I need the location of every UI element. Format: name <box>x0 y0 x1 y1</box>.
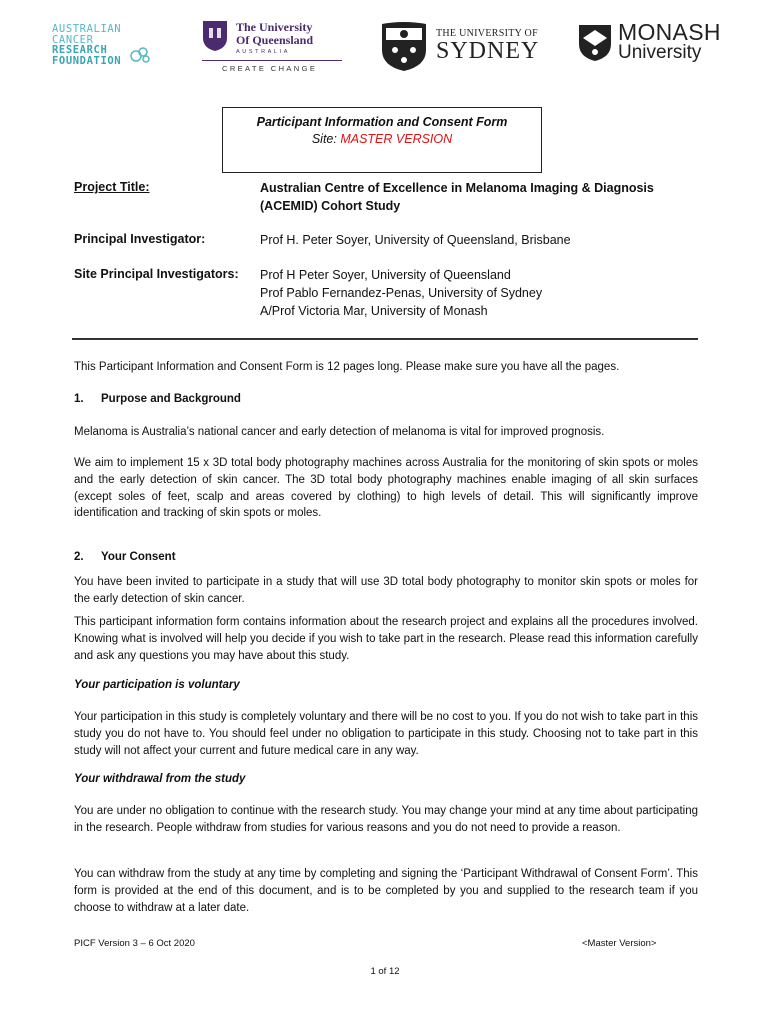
section-number: 2. <box>74 551 84 563</box>
uq-country: AUSTRALIA <box>236 49 290 55</box>
monash-university: University <box>618 42 702 63</box>
monash-crest-icon <box>578 24 612 62</box>
pi-label: Principal Investigator: <box>74 232 206 246</box>
sydney-crest-icon <box>380 20 428 72</box>
acrf-line: CANCER <box>52 33 94 46</box>
project-title-value <box>260 179 700 215</box>
uq-name <box>236 21 313 47</box>
project-title-line: (ACEMID) Cohort Study <box>260 199 401 213</box>
section-title: Purpose and Background <box>101 393 241 405</box>
section2-paragraph: Your participation in this study is completely voluntary and there will be no cost to you. If you do not wish to take part in this study you do not have to. You should feel under no obligation to participate in this study. Choosing not to take part in this study will not affect your current and future medical care in any way. <box>74 711 698 757</box>
acrf-line: RESEARCH <box>52 44 108 56</box>
acrf-emblem-icon <box>128 44 152 64</box>
subheading-voluntary: Your participation is voluntary <box>74 679 240 691</box>
section-title: Your Consent <box>101 551 176 563</box>
section1-paragraph: Melanoma is Australia’s national cancer and early detection of melanoma is vital for improved prognosis. <box>74 426 605 438</box>
project-title-label: Project Title: <box>74 180 150 194</box>
section-divider <box>72 338 698 340</box>
subheading-withdrawal: Your withdrawal from the study <box>74 773 246 785</box>
section2-paragraph: You can withdraw from the study at any time by completing and signing the ‘Participant Withdrawal of Consent Form’. This form is provided at the end of this document, and is to be completed by you and supplied to the research team if you choose to withdraw at a later date. <box>74 868 698 914</box>
form-site <box>223 132 541 146</box>
uq-name-line2: Of Queensland <box>236 33 314 47</box>
acrf-line: AUSTRALIAN <box>52 23 122 35</box>
uq-divider <box>202 60 342 61</box>
footer-version: PICF Version 3 – 6 Oct 2020 <box>74 938 195 949</box>
section1-heading <box>74 393 241 405</box>
section-number: 1. <box>74 393 84 405</box>
acrf-logo <box>52 24 121 66</box>
section2-heading <box>74 551 176 563</box>
site-pi-item: Prof H Peter Soyer, University of Queensland <box>260 268 511 282</box>
section2-paragraph: You have been invited to participate in a study that will use 3D total body photography to monitor skin spots or moles for the early detection of skin cancer. <box>74 576 698 605</box>
sydney-big: SYDNEY <box>436 38 540 64</box>
sydney-small: THE UNIVERSITY OF <box>436 28 538 39</box>
section1-paragraph: We aim to implement 15 x 3D total body photography machines across Australia for the monitoring of skin spots or moles and the early detection of skin cancer. The 3D total body photography machines enable imaging of all skin surfaces (except soles of feet, scalp and areas covered by clothing) to high levels of detail. This will significantly improve identification and tracking of skin spots or moles. <box>74 457 698 520</box>
acrf-line: FOUNDATION <box>52 54 122 67</box>
site-pi-item: Prof Pablo Fernandez-Penas, University of Sydney <box>260 286 543 300</box>
uq-name-line1: The University <box>236 20 313 34</box>
intro-text: This Participant Information and Consent Form is 12 pages long. Please make sure you have all the pages. <box>74 361 620 373</box>
form-title: Participant Information and Consent Form <box>256 115 508 129</box>
uq-crest-icon <box>202 20 228 52</box>
site-pi-values <box>260 266 700 320</box>
site-value: MASTER VERSION <box>340 132 453 146</box>
monash-name: MONASH <box>618 19 721 45</box>
site-pi-item: A/Prof Victoria Mar, University of Monash <box>260 304 488 318</box>
section2-paragraph: You are under no obligation to continue with the research study. You may change your mind at any time about participating in the research. People withdraw from studies for various reasons and you do not need to provide a reason. <box>74 805 698 834</box>
project-title-line: Australian Centre of Excellence in Melanoma Imaging & Diagnosis <box>260 181 654 195</box>
page-number: 1 of 12 <box>370 966 400 977</box>
site-pi-label: Site Principal Investigators: <box>74 267 239 281</box>
section2-paragraph: This participant information form contains information about the research project and explains all the procedures involved. Knowing what is involved will help you decide if you wish to take part in the research. Please read this information carefully and ask any questions you may have about this study. <box>74 616 698 662</box>
site-label: Site: <box>311 132 341 146</box>
form-title-box <box>222 107 542 173</box>
uq-tagline: CREATE CHANGE <box>222 64 318 73</box>
footer-master: <Master Version> <box>582 938 657 949</box>
pi-value: Prof H. Peter Soyer, University of Queensland, Brisbane <box>260 233 571 247</box>
